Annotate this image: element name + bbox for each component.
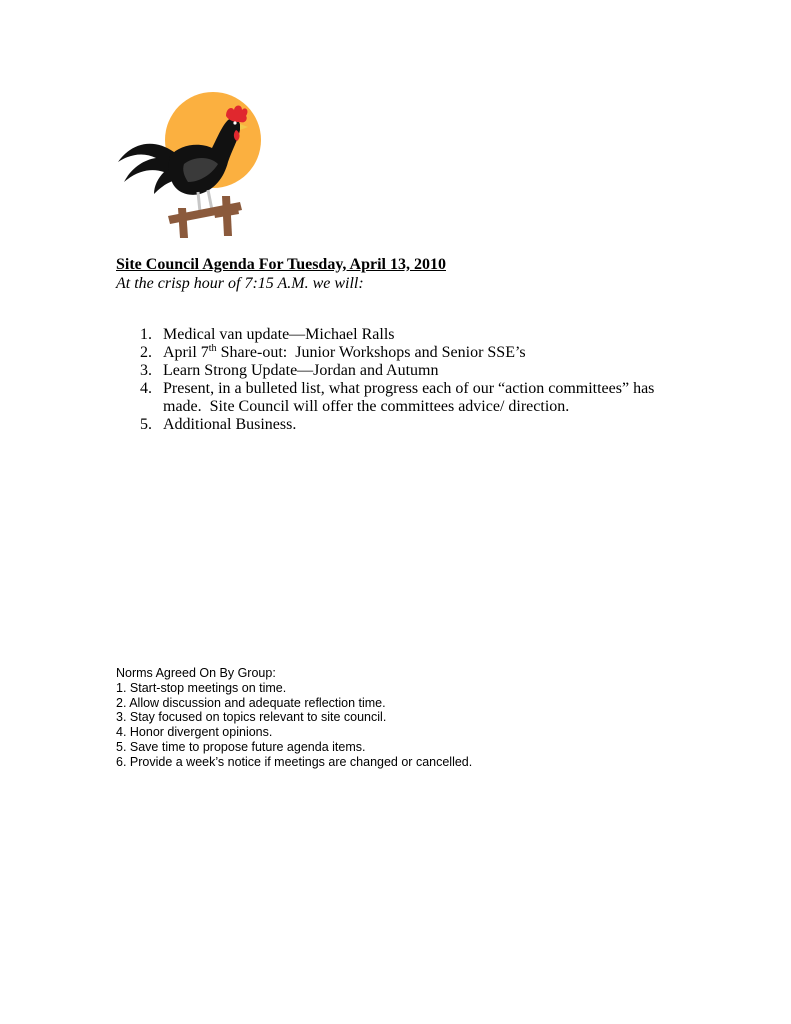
agenda-item bbox=[116, 326, 676, 344]
norm-item: 4. Honor divergent opinions. bbox=[116, 725, 273, 740]
agenda-item bbox=[116, 344, 676, 362]
norm-item: 1. Start-stop meetings on time. bbox=[116, 680, 287, 695]
agenda-item bbox=[116, 362, 676, 380]
norm-item: 5. Save time to propose future agenda items. bbox=[116, 739, 366, 754]
norms-section bbox=[116, 666, 472, 770]
agenda-item-text: April 7 bbox=[163, 344, 209, 361]
agenda-item-text: Medical van update—Michael Ralls bbox=[163, 326, 395, 343]
rooster-eye bbox=[233, 121, 236, 124]
ordinal-superscript: th bbox=[208, 343, 217, 354]
agenda-item-text: Present, in a bulleted list, what progress each of our “action committees” has made. Site Council will offer the committees advice/ direction. bbox=[163, 380, 659, 415]
agenda-item-number: 2. bbox=[140, 344, 152, 361]
agenda-item-text: Learn Strong Update—Jordan and Autumn bbox=[163, 362, 439, 379]
agenda-item-number: 3. bbox=[140, 362, 152, 379]
rooster-sun-icon bbox=[114, 90, 264, 240]
agenda-item-number: 4. bbox=[140, 380, 152, 397]
agenda-item-number: 1. bbox=[140, 326, 152, 343]
agenda-item-text-continued: Share-out: Junior Workshops and Senior SSE’s bbox=[216, 344, 526, 361]
norm-item: 3. Stay focused on topics relevant to site council. bbox=[116, 710, 387, 725]
agenda-subtitle: At the crisp hour of 7:15 A.M. we will: bbox=[116, 275, 364, 292]
norm-item: 2. Allow discussion and adequate reflection time. bbox=[116, 695, 386, 710]
norm-item: 6. Provide a week’s notice if meetings are changed or cancelled. bbox=[116, 754, 473, 769]
agenda-item bbox=[116, 416, 676, 434]
agenda-item bbox=[116, 380, 676, 416]
agenda-list bbox=[116, 326, 676, 434]
agenda-title: Site Council Agenda For Tuesday, April 13, 2010 bbox=[116, 256, 446, 273]
agenda-item-text: Additional Business. bbox=[163, 416, 297, 433]
norms-title: Norms Agreed On By Group: bbox=[116, 666, 276, 680]
agenda-item-number: 5. bbox=[140, 416, 152, 433]
